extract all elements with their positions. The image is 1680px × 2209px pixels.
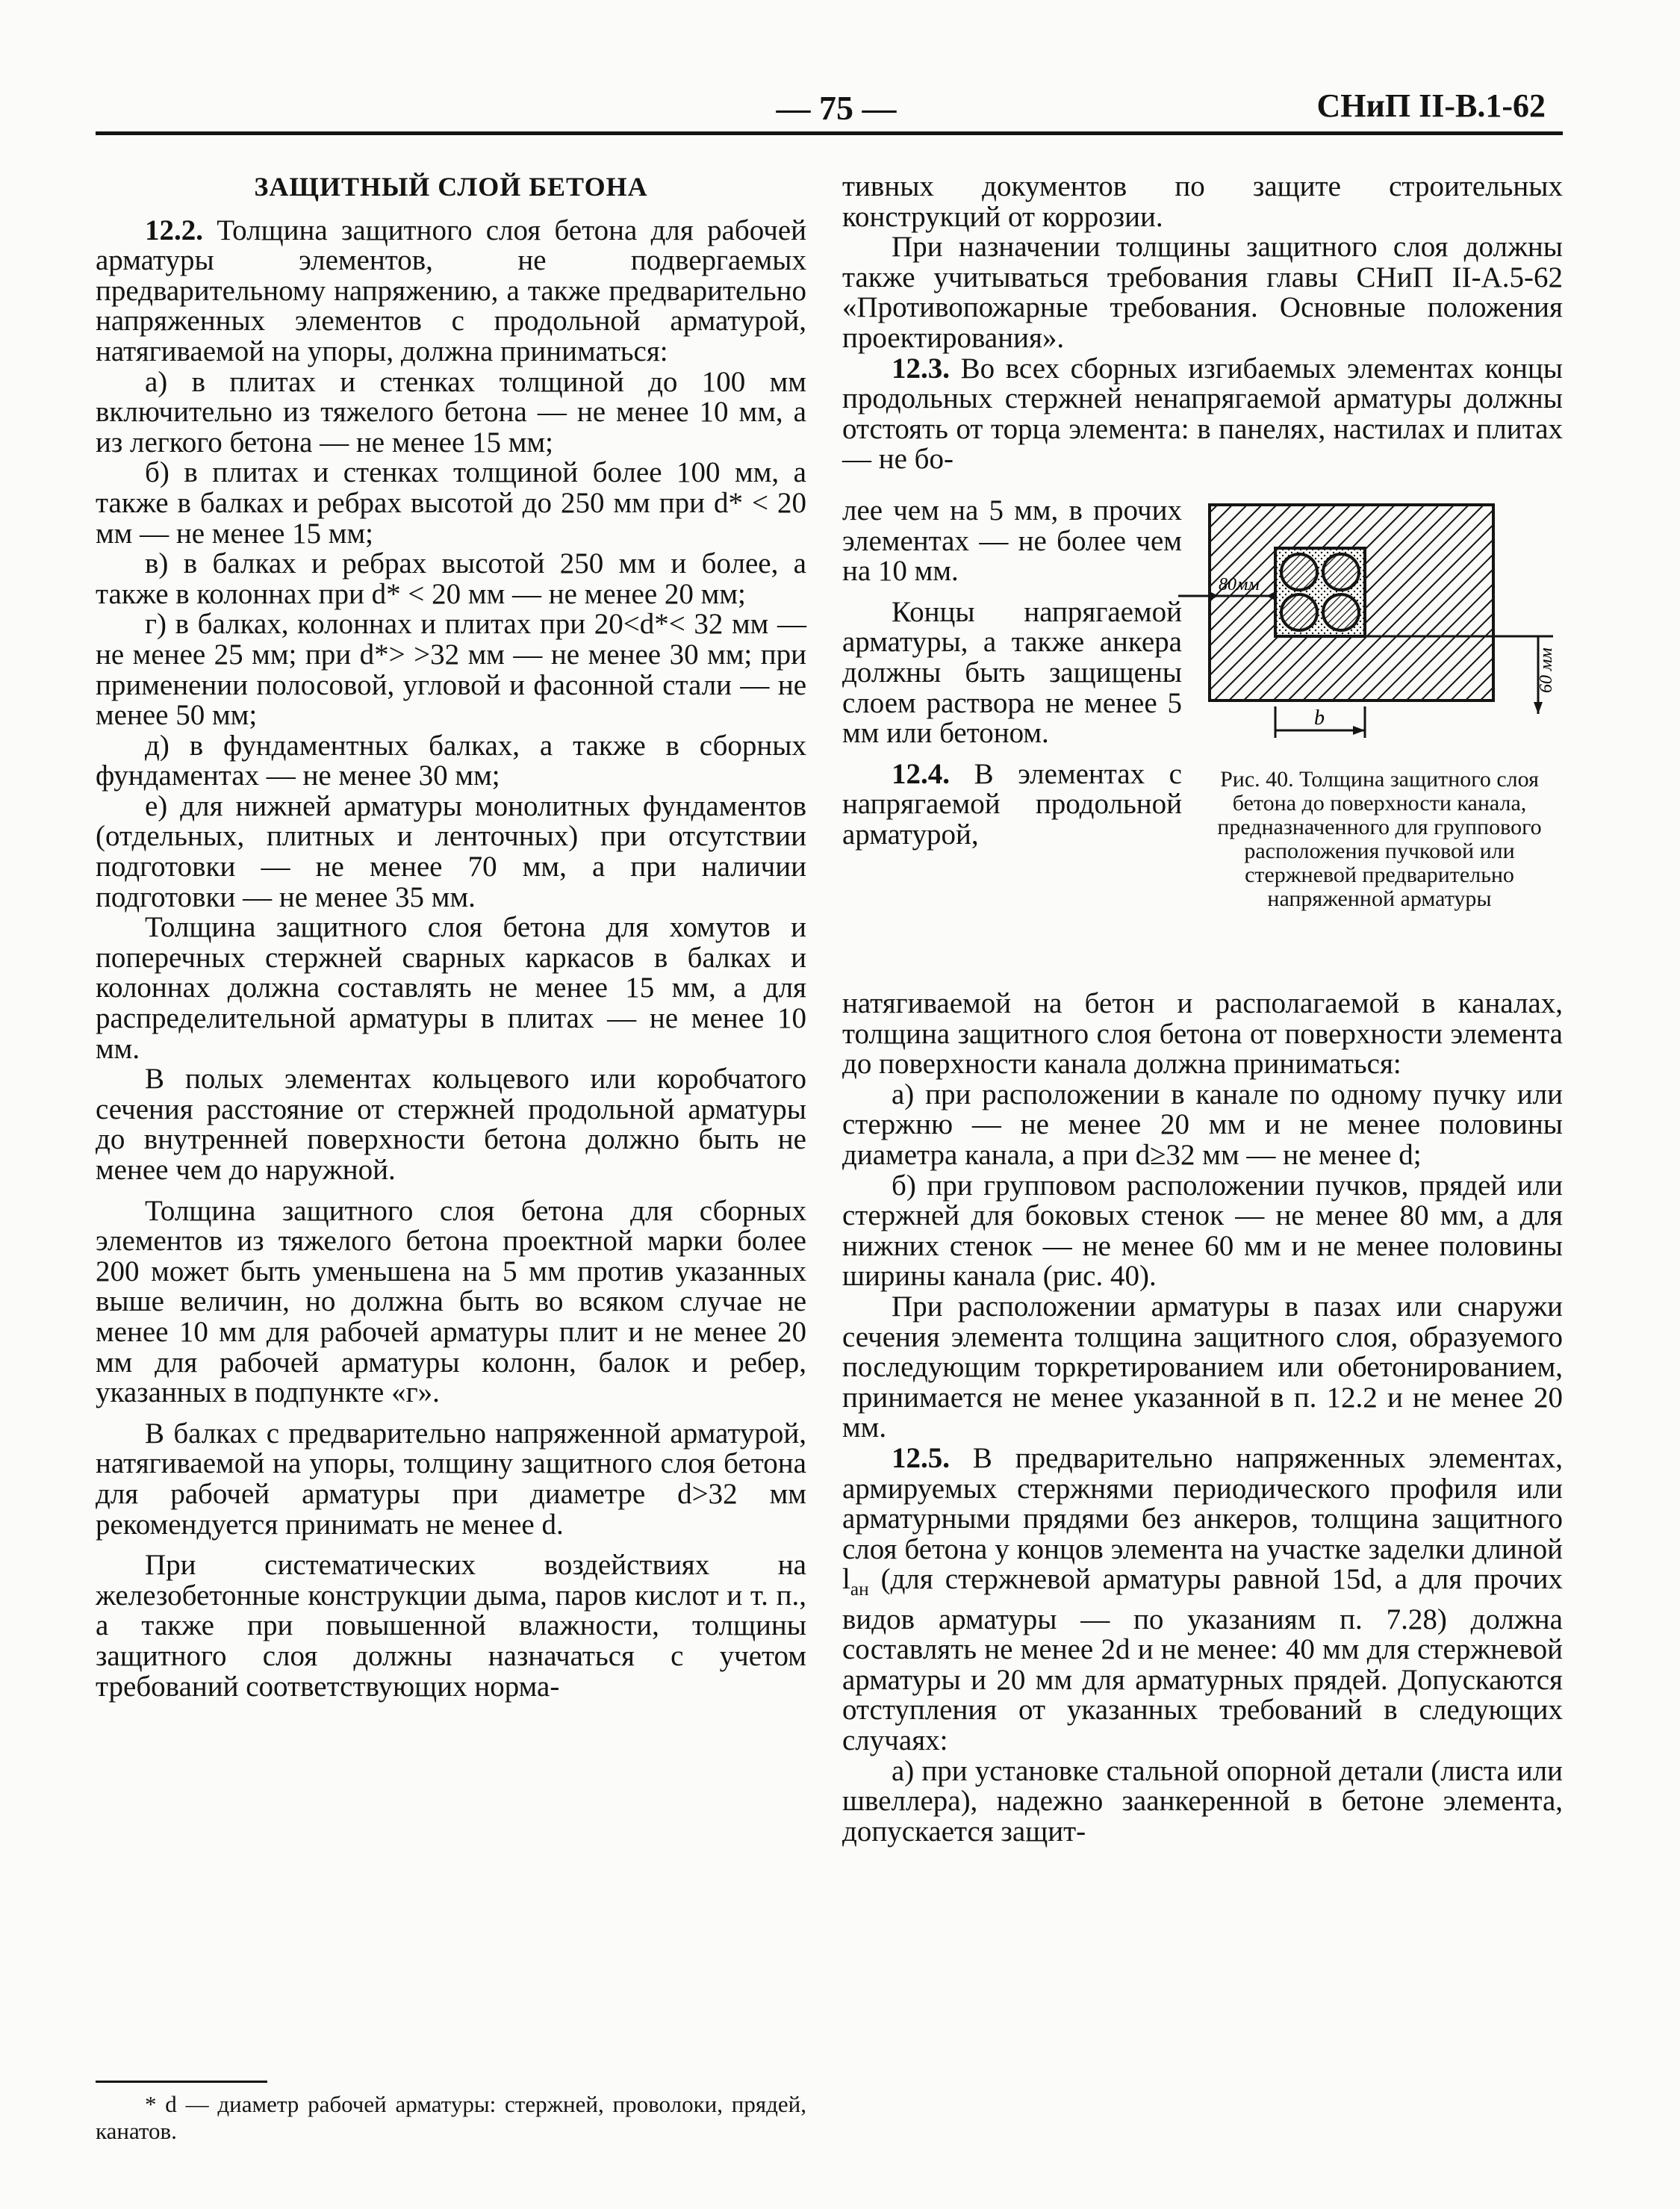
paragraph-precast: Толщина защитного слоя бетона для сборных элементов из тяжелого бетона проектной марки более 200 может быть уменьшена на 5 мм против указанных выше величин, но должна быть во всяком случае не менее 10 мм для рабочей арматуры плит и не менее 20 мм для рабочей арматуры колонн, балок и ребер, указанных в подпункте «г». (96, 1194, 806, 1409)
paragraph-grooves: При расположении арматуры в пазах или снаружи сечения элемента толщина защитного слоя, образуемого последующим торкретированием или обетонированием, принимается не менее указанной в п. 12.2 и не менее 20 мм. (842, 1290, 1563, 1444)
clause-number: 12.2. (145, 214, 203, 246)
paragraph-hollow: В полых элементах кольцевого или коробчатого сечения расстояние от стержней продольной арматуры до внутренней поверхности бетона должно быть не менее чем до наружной. (96, 1063, 806, 1186)
clause-number: 12.5. (892, 1441, 950, 1474)
paragraph-beams: В балках с предварительно напряженной арматурой, натягиваемой на упоры, толщину защитного слоя бетона для рабочей арматуры при диаметре d>32 мм рекомендуется принимать не менее d. (96, 1417, 806, 1541)
left-column (96, 172, 806, 1702)
right-column-bottom (842, 989, 1563, 1847)
clause-number: 12.3. (892, 352, 950, 385)
clause-text-continued: (для стержневой арматуры равной 15d, а для прочих видов арматуры — по указаниям п. 7.28) должна составлять не менее 2d и не менее: 40 мм для стержневой арматуры и 20 мм для арматурных прядей. Допускаются отступления от указанных требований в следующих случаях: (842, 1563, 1563, 1757)
paragraph-12-4-continued: натягиваемой на бетон и располагаемой в каналах, толщина защитного слоя бетона от поверхности элемента до поверхности канала должна приниматься: (842, 987, 1563, 1081)
figure-40 (1165, 497, 1583, 766)
paragraph-systematic: При систематических воздействиях на железобетонные конструкции дыма, паров кислот и т. п., а также при повышенной влажности, толщины защитного слоя должны назначаться с учетом требований соответствующих норма- (96, 1549, 806, 1703)
label-b: b (1314, 706, 1325, 730)
clause-text: В предварительно напряженных элементах, армируемых стержнями периодического профиля или арматурными прядями без анкеров, толщина защитного слоя бетона у концов элемента на участке заделки длиной l (842, 1441, 1563, 1596)
clause-text: В элементах с напрягаемой продольной арматурой, (842, 757, 1182, 851)
section-title: ЗАЩИТНЫЙ СЛОЙ БЕТОНА (254, 172, 648, 202)
paragraph-12-2 (96, 216, 806, 367)
label-80mm: 80мм (1219, 575, 1260, 594)
list-item-e: е) для нижней арматуры монолитных фундаментов (отдельных, плитных и ленточных) при отсутствии подготовки — не менее 70 мм, а при наличии подготовки — не менее 35 мм. (96, 789, 806, 913)
rod (1323, 594, 1359, 630)
label-60mm: 60 мм (1537, 647, 1556, 693)
document-code: СНиП II-В.1-62 (1316, 87, 1546, 124)
arrow-head (1353, 726, 1365, 735)
right-column-narrow (842, 496, 1182, 851)
rod (1323, 554, 1359, 590)
continuation-text: тивных документов по защите строительных конструкций от коррозии. (842, 170, 1563, 233)
list-item-12-4-a: а) при расположении в канале по одному пучку или стержню — не менее 20 мм и не менее половины диаметра канала, а при d≥32 мм — не менее d; (842, 1078, 1563, 1171)
right-column-top (842, 172, 1563, 475)
paragraph-12-4 (842, 759, 1182, 851)
page-number: — 75 — (776, 89, 897, 127)
arrow-head (1534, 702, 1543, 714)
list-item-v: в) в балках и ребрах высотой 250 мм и более, а также в колоннах при d* < 20 мм — не менее 20 мм; (96, 547, 806, 610)
paragraph-ends: Концы напрягаемой арматуры, а также анкера должны быть защищены слоем раствора не менее 5 мм или бетоном. (842, 595, 1182, 750)
footnote: * d — диаметр рабочей арматуры: стержней, проволоки, прядей, канатов. (96, 2091, 806, 2144)
paragraph-12-3-continued: лее чем на 5 мм, в прочих элементах — не более чем на 10 мм. (842, 494, 1182, 588)
paragraph-clamps: Толщина защитного слоя бетона для хомутов и поперечных стержней сварных каркасов в балках и колоннах должна составлять не менее 15 мм, а для распределительной арматуры в плитах — не менее 10 мм. (96, 911, 806, 1065)
paragraph-12-5 (842, 1441, 1563, 1757)
list-item-d: д) в фундаментных балках, а также в сборных фундаментах — не менее 30 мм; (96, 729, 806, 792)
rod (1281, 554, 1317, 590)
list-item-b: б) в плитах и стенках толщиной более 100 мм, а также в балках и ребрах высотой до 250 мм при d* < 20 мм — не менее 15 мм; (96, 456, 806, 550)
list-item-a: а) в плитах и стенках толщиной до 100 мм включительно из тяжелого бетона — не менее 10 мм, а из легкого бетона — не менее 15 мм; (96, 365, 806, 459)
rod (1281, 594, 1317, 630)
footnote-rule (96, 2081, 267, 2083)
header-rule (96, 131, 1563, 135)
list-item-g: г) в балках, колоннах и плитах при 20<d*< 32 мм — не менее 25 мм; при d*> >32 мм — не менее 30 мм; при применении полосовой, угловой и фасонной стали — не менее 50 мм; (96, 608, 806, 732)
figure-caption: Рис. 40. Толщина защитного слоя бетона до поверхности канала, предназначенного для группового расположения пучковой или стержневой предварительно напряженной арматуры (1217, 767, 1542, 911)
clause-number: 12.4. (892, 757, 950, 790)
clause-text: Во всех сборных изгибаемых элементах концы продольных стержней ненапрягаемой арматуры должны отстоять от торца элемента: в панелях, настилах и плитах — не бо- (842, 352, 1563, 476)
paragraph-fire: При назначении толщины защитного слоя должны также учитываться требования главы СНиП II-А.5-62 «Противопожарные требования. Основные положения проектирования». (842, 231, 1563, 354)
list-item-12-5-a: а) при установке стальной опорной детали (листа или швеллера), надежно заанкеренной в бетоне элемента, допускается защит- (842, 1754, 1563, 1848)
paragraph-12-3 (842, 354, 1563, 475)
list-item-12-4-b: б) при групповом расположении пучков, прядей или стержней для боковых стенок — не менее 80 мм, а для нижних стенок — не менее 60 мм и не менее половины ширины канала (рис. 40). (842, 1169, 1563, 1293)
subscript: ан (850, 1579, 869, 1600)
clause-text: Толщина защитного слоя бетона для рабочей арматуры элементов, не подвергаемых предварительному напряжению, а также предварительно напряженных элементов с продольной арматурой, натягиваемой на упоры, должна приниматься: (96, 214, 807, 367)
